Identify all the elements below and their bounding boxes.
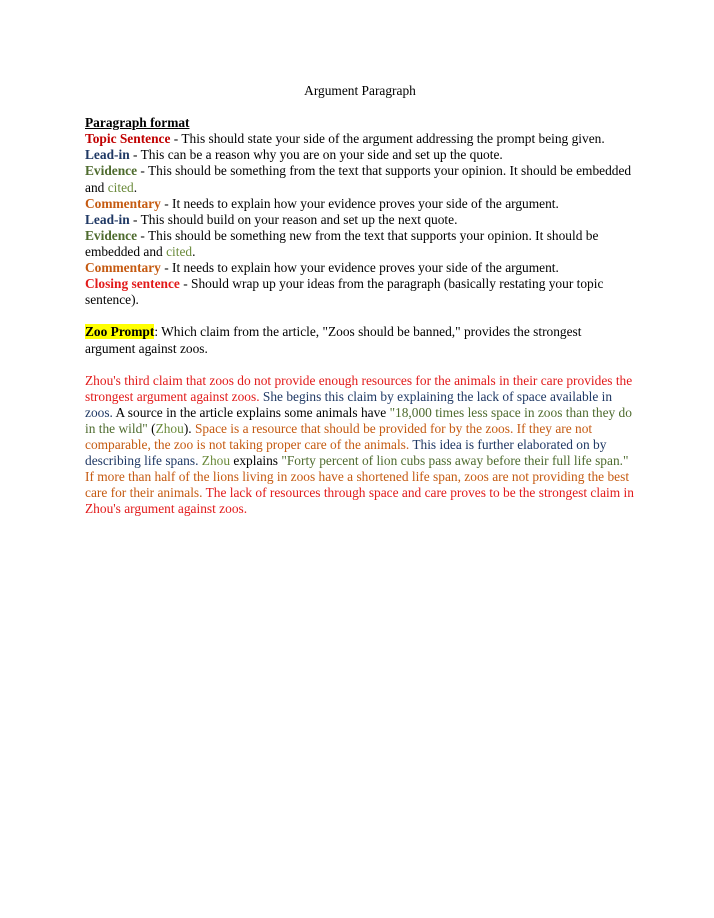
topic-sentence: Zhou's third claim that zoos do not provide enough resources for the animals in their care provides the strongest argument against zoos. <box>85 372 633 404</box>
format-separator: - <box>137 163 148 179</box>
lead-in-1: She begins this claim by explaining the lack of space available in zoos. <box>85 388 613 420</box>
format-label: Evidence <box>85 227 138 243</box>
prompt-label: Zoo Prompt <box>85 324 155 340</box>
format-label: Closing sentence <box>85 276 180 292</box>
citation-2: Zhou <box>198 453 231 469</box>
citation-1: Zhou <box>155 420 184 436</box>
format-separator: - <box>137 227 148 243</box>
format-separator: - <box>160 195 173 211</box>
format-item-lead-in <box>85 147 635 163</box>
blank-line <box>85 99 635 115</box>
citation-open: ( <box>147 420 156 436</box>
blank-line <box>85 357 635 373</box>
format-label: Lead-in <box>85 147 130 163</box>
format-item-commentary-2 <box>85 260 635 276</box>
format-label: Topic Sentence <box>85 131 171 147</box>
format-item-closing-sentence <box>85 276 635 308</box>
format-item-evidence <box>85 163 635 195</box>
page-title: Argument Paragraph <box>304 83 416 98</box>
document-body <box>85 83 635 518</box>
bridge-text: A source in the article explains some animals have <box>112 404 390 420</box>
zoo-prompt <box>85 324 635 356</box>
format-text: It needs to explain how your evidence proves your side of the argument. <box>172 195 559 211</box>
prompt-text: : Which claim from the article, "Zoos should be banned," provides the strongest argument against zoos. <box>85 324 582 356</box>
format-item-evidence-2 <box>85 228 635 260</box>
format-item-lead-in-2 <box>85 212 635 228</box>
blank-line <box>85 308 635 324</box>
format-text: This should be something new from the text that supports your opinion. It should be embedded and <box>85 227 599 259</box>
format-cited: cited <box>166 243 193 259</box>
format-text: This should be something from the text that supports your opinion. It should be embedded and <box>85 163 632 195</box>
format-separator: - <box>160 260 173 276</box>
format-label: Commentary <box>85 195 161 211</box>
format-text: This should build on your reason and set up the next quote. <box>140 211 458 227</box>
format-text: This can be a reason why you are on your side and set up the quote. <box>140 147 503 163</box>
format-label: Evidence <box>85 163 138 179</box>
argument-paragraph <box>85 373 635 518</box>
explains-text: explains <box>230 453 282 469</box>
format-cited: cited <box>107 179 134 195</box>
format-end: . <box>192 243 196 259</box>
format-text: Should wrap up your ideas from the paragraph (basically restating your topic sentence). <box>85 276 604 308</box>
format-separator: - <box>129 211 141 227</box>
format-label: Lead-in <box>85 211 130 227</box>
format-heading: Paragraph format <box>85 115 190 131</box>
lead-in-2: This idea is further elaborated on by describing life spans. <box>85 437 607 469</box>
format-end: . <box>133 179 138 195</box>
format-separator: - <box>129 147 141 163</box>
evidence-2: "Forty percent of lion cubs pass away before their full life span." <box>281 453 629 469</box>
format-separator: - <box>170 131 182 147</box>
commentary-2: If more than half of the lions living in zoos have a shortened life span, zoos are not providing the best care for their animals. <box>85 469 630 501</box>
citation-close: ). <box>183 420 192 436</box>
format-text: It needs to explain how your evidence proves your side of the argument. <box>172 260 559 276</box>
closing-sentence: The lack of resources through space and care proves to be the strongest claim in Zhou's argument against zoos. <box>85 485 634 517</box>
format-label: Commentary <box>85 260 161 276</box>
format-item-topic-sentence <box>85 131 635 147</box>
format-item-commentary <box>85 196 635 212</box>
commentary-1: Space is a resource that should be provided for by the zoos. If they are not comparable, the zoo is not taking proper care of the animals. <box>85 420 593 453</box>
format-separator: - <box>179 276 192 292</box>
format-text: This should state your side of the argument addressing the prompt being given. <box>181 131 605 147</box>
evidence-1: "18,000 times less space in zoos than they do in the wild" <box>85 404 632 436</box>
